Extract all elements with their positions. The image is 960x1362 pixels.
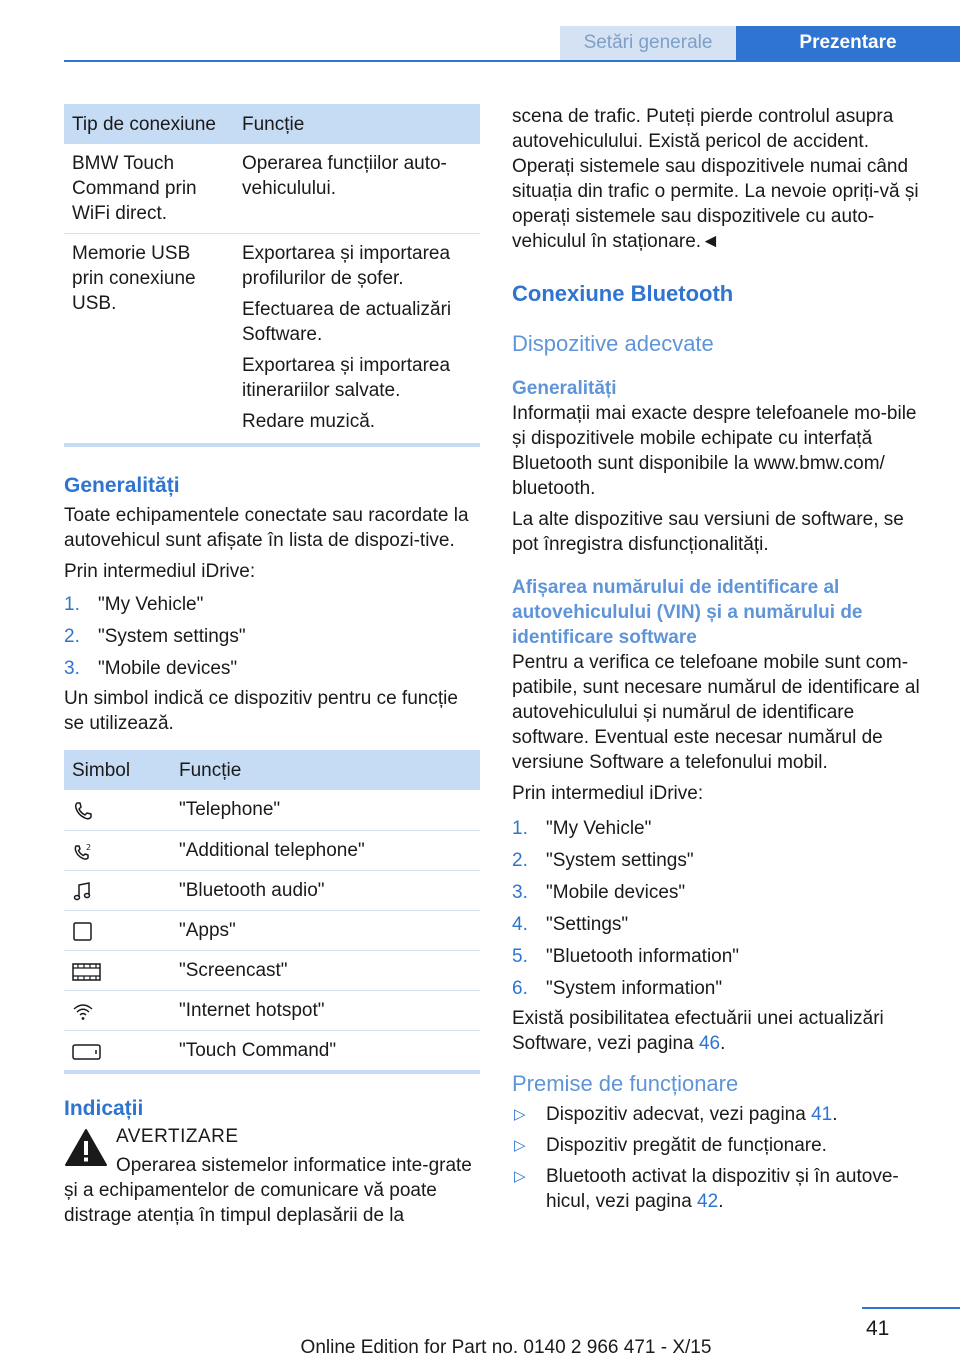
list-text: "My Vehicle" xyxy=(98,594,204,615)
table-cell: "Internet hotspot" xyxy=(171,990,480,1030)
page-link[interactable]: 46 xyxy=(698,1033,721,1054)
list-number: 2. xyxy=(64,626,80,647)
table-cell: BMW Touch Command prin WiFi direct. xyxy=(64,144,234,234)
list-item xyxy=(512,974,928,1006)
vin-steps xyxy=(512,814,928,1006)
list-item xyxy=(512,1164,928,1214)
table-row xyxy=(64,830,480,870)
vin-idrive-intro: Prin intermediul iDrive: xyxy=(512,783,704,804)
list-item xyxy=(64,590,480,622)
update-note xyxy=(512,1006,928,1056)
warning-text: Operarea sistemelor informatice inte-grate și a echipamentelor de comunicare vă poate distrage atenția în timpul deplasării de la xyxy=(64,1155,472,1226)
page-header xyxy=(0,0,960,62)
table-row xyxy=(64,1030,480,1070)
general-paragraph-2: La alte dispozitive sau versiuni de software, se pot înregistra disfuncționalități. xyxy=(512,509,904,555)
list-text: "Bluetooth information" xyxy=(546,946,740,967)
table-cell: "Touch Command" xyxy=(179,1039,337,1061)
list-item xyxy=(512,1102,928,1127)
function-text: Operarea funcțiilor auto-vehiculului. xyxy=(242,153,447,199)
page-link[interactable]: 42 xyxy=(697,1191,719,1212)
table-end-rule xyxy=(64,1070,480,1074)
premise-text: Dispozitiv pregătit de funcționare. xyxy=(546,1135,827,1156)
header-chapter-tab[interactable]: Prezentare xyxy=(736,26,960,60)
subsection-general: Generalități xyxy=(512,378,617,399)
list-number: 1. xyxy=(512,818,528,839)
header-rule xyxy=(64,60,960,62)
table-row xyxy=(64,144,480,234)
connection-type-table xyxy=(64,104,480,443)
apps-square-icon xyxy=(64,910,171,950)
footer-edition xyxy=(0,1336,960,1360)
list-number: 2. xyxy=(512,850,528,871)
function-text: Exportarea și importarea itinerariilor salvate. xyxy=(242,355,451,401)
warning-block xyxy=(64,1124,480,1149)
function-text: Redare muzică. xyxy=(242,411,376,432)
list-number: 4. xyxy=(512,914,528,935)
telephone-icon xyxy=(64,790,171,830)
general-intro: Toate echipamentele conectate sau racordate la autovehicul sunt afișate în lista de dispozi-tive. xyxy=(64,505,469,551)
vin-paragraph: Pentru a verifica ce telefoane mobile sunt com-patibile, sunt necesare numărul de identificare al autovehiculului și numărul de identificare software. Eventual este necesar numărul de versiune Software a telefonului mobil. xyxy=(512,652,920,773)
wifi-icon xyxy=(64,990,171,1030)
section-title-notes: Indicații xyxy=(64,1097,144,1120)
warning-triangle-icon xyxy=(64,1128,108,1168)
list-text: "System information" xyxy=(546,978,723,999)
list-number: 5. xyxy=(512,946,528,967)
list-text: "Mobile devices" xyxy=(98,658,238,679)
list-number: 3. xyxy=(512,882,528,903)
list-text: "Mobile devices" xyxy=(546,882,686,903)
premise-text: Dispozitiv adecvat, vezi pagina xyxy=(546,1104,806,1125)
list-text: "Settings" xyxy=(546,914,629,935)
list-number: 3. xyxy=(64,658,80,679)
section-title-general: Generalități xyxy=(64,474,180,497)
list-item xyxy=(64,654,480,686)
table-row xyxy=(64,234,480,444)
table-row xyxy=(64,790,480,830)
table-row xyxy=(64,870,480,910)
warning-label: AVERTIZARE xyxy=(116,1126,239,1147)
list-item xyxy=(64,622,480,654)
table-row xyxy=(64,990,480,1030)
warning-continued: scena de trafic. Puteți pierde controlul asupra autovehiculului. Există pericol de accident. Operați sistemele sau dispozitivele numai când situația din trafic o permite. La nevoie opriți-vă și operați sistemele sau dispozitivele cu auto-vehiculul în staționare.◄ xyxy=(512,106,919,252)
section-title-bluetooth: Conexiune Bluetooth xyxy=(512,281,734,306)
table-end-rule xyxy=(64,443,480,447)
film-strip-icon xyxy=(64,950,171,990)
list-text: "System settings" xyxy=(546,850,694,871)
table-header-cell: Tip de conexiune xyxy=(64,104,234,144)
function-text: Exportarea și importarea profilurilor de șofer. xyxy=(242,243,451,289)
section-title-premises: Premise de funcționare xyxy=(512,1071,739,1096)
premise-end: . xyxy=(718,1191,724,1212)
header-section-tab[interactable]: Setări generale xyxy=(560,26,736,60)
list-item xyxy=(512,910,928,942)
symbol-note: Un simbol indică ce dispozitiv pentru ce funcție se utilizează. xyxy=(64,688,458,734)
idrive-steps xyxy=(64,590,480,686)
list-number: 6. xyxy=(512,978,528,999)
footer-edition-text: Online Edition for Part no. 0140 2 966 471 - X/15 xyxy=(300,1337,712,1358)
function-text: Efectuarea de actualizări Software. xyxy=(242,299,452,345)
update-text: Există posibilitatea efectuării unei actualizări Software, vezi pagina xyxy=(512,1008,884,1054)
triangle-bullet-icon: ▷ xyxy=(514,1137,526,1154)
list-item xyxy=(512,846,928,878)
additional-telephone-icon xyxy=(64,830,171,870)
section-title-devices: Dispozitive adecvate xyxy=(512,331,714,356)
triangle-bullet-icon: ▷ xyxy=(514,1106,526,1123)
update-end: . xyxy=(720,1033,726,1054)
list-text: "My Vehicle" xyxy=(546,818,652,839)
table-header-cell: Funcție xyxy=(234,104,480,144)
list-item xyxy=(512,814,928,846)
table-cell xyxy=(234,234,480,444)
subsection-vin: Afișarea numărului de identificare al autovehiculului (VIN) și a numărului de identificare software xyxy=(512,577,863,648)
page-number: 41 xyxy=(866,1317,890,1340)
table-header-cell: Simbol xyxy=(64,750,171,790)
list-item xyxy=(512,1133,928,1158)
triangle-bullet-icon: ▷ xyxy=(514,1168,526,1185)
table-cell: "Additional telephone" xyxy=(171,830,480,870)
idrive-intro: Prin intermediul iDrive: xyxy=(64,561,256,582)
table-row xyxy=(64,910,480,950)
touch-tablet-icon xyxy=(64,1030,171,1070)
svg-text:2: 2 xyxy=(86,842,92,852)
right-column xyxy=(512,104,928,1220)
table-header-cell: Funcție xyxy=(171,750,480,790)
general-paragraph-1: Informații mai exacte despre telefoanele mo-bile și dispozitivele mobile echipate cu interfață Bluetooth sunt disponibile la www.bmw.com/ bluetooth. xyxy=(512,403,917,499)
table-cell: "Apps" xyxy=(171,910,480,950)
page-link[interactable]: 41 xyxy=(811,1104,833,1125)
table-cell: Memorie USB prin conexiune USB. xyxy=(72,243,196,314)
premise-text: Bluetooth activat la dispozitiv și în autove-hicul, vezi pagina xyxy=(546,1166,899,1212)
music-note-icon xyxy=(64,870,171,910)
symbol-table xyxy=(64,750,480,1070)
table-cell xyxy=(234,144,480,234)
list-text: "System settings" xyxy=(98,626,246,647)
list-item xyxy=(512,878,928,910)
premise-end: . xyxy=(832,1104,838,1125)
table-cell: "Telephone" xyxy=(171,790,480,830)
list-item xyxy=(512,942,928,974)
table-cell: "Screencast" xyxy=(171,950,480,990)
list-number: 1. xyxy=(64,594,80,615)
table-cell: "Bluetooth audio" xyxy=(171,870,480,910)
table-row xyxy=(64,950,480,990)
footer-rule xyxy=(862,1307,960,1309)
left-column xyxy=(64,104,480,1234)
premise-list xyxy=(512,1102,928,1214)
